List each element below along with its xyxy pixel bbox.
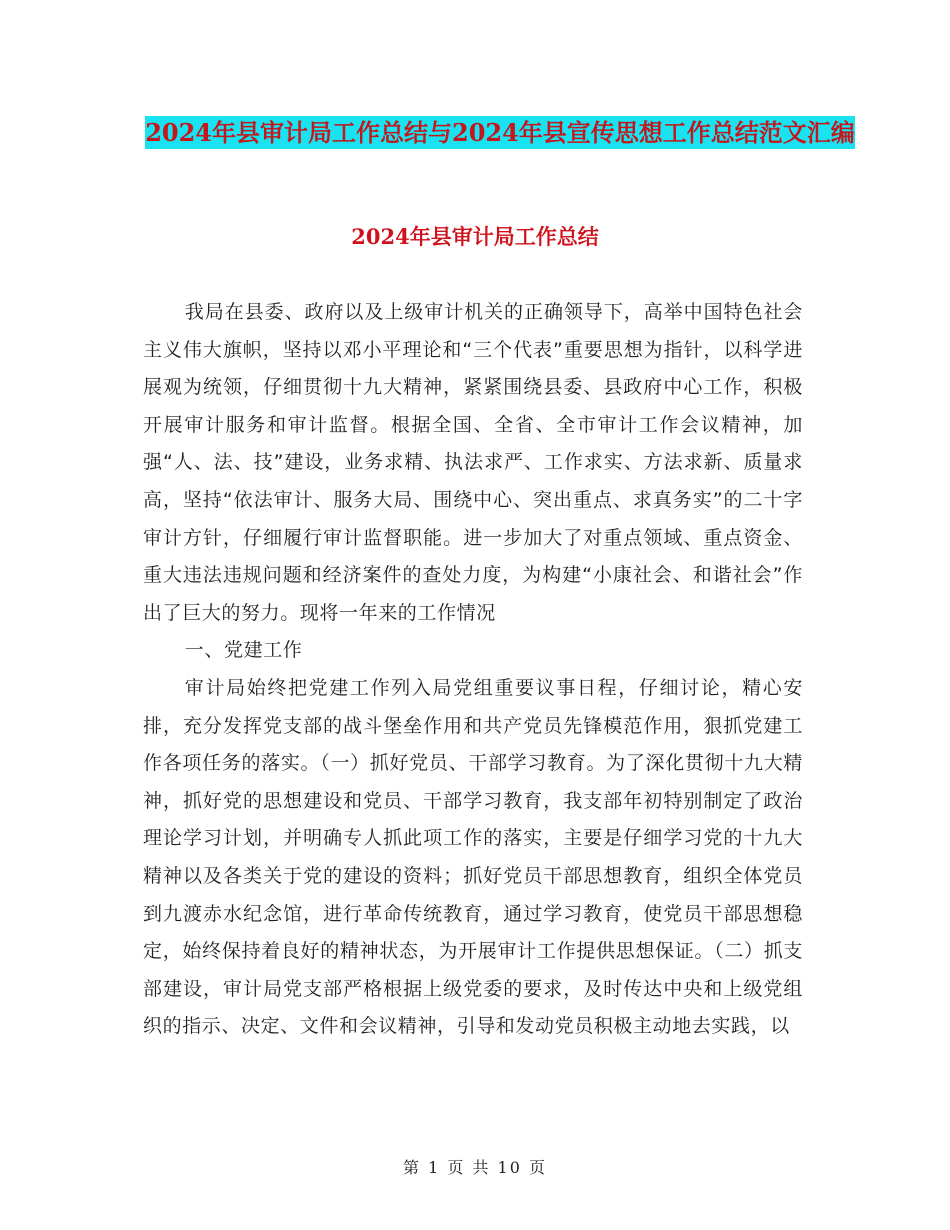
section-title: 2024年县审计局工作总结 [351,224,599,249]
paragraph-intro: 我局在县委、政府以及上级审计机关的正确领导下，高举中国特色社会主义伟大旗帜，坚持以邓小平理论和“三个代表”重要思想为指针，以科学进展观为统领，仔细贯彻十九大精神，紧紧围绕县委、县政府中心工作，积极开展审计服务和审计监督。根据全国、全省、全市审计工作会议精神，加强“人、法、技”建设，业务求精、执法求严、工作求实、方法求新、质量求高，坚持“依法审计、服务大局、围绕中心、突出重点、求真务实”的二十字审计方针，仔细履行审计监督职能。进一步加大了对重点领域、重点资金、重大违法违规问题和经济案件的查处力度，为构建“小康社会、和谐社会”作出了巨大的努力。现将一年来的工作情况 [143,301,803,624]
paragraph-party-building: 审计局始终把党建工作列入局党组重要议事日程，仔细讨论，精心安排，充分发挥党支部的战斗堡垒作用和共产党员先锋模范作用，狠抓党建工作各项任务的落实。（一）抓好党员、干部学习教育。为了深化贯彻十九大精神，抓好党的思想建设和党员、干部学习教育，我支部年初特别制定了政治理论学习计划，并明确专人抓此项工作的落实，主要是仔细学习党的十九大精神以及各类关于党的建设的资料；抓好党员干部思想教育，组织全体党员到九渡赤水纪念馆，进行革命传统教育，通过学习教育，使党员干部思想稳定，始终保持着良好的精神状态，为开展审计工作提供思想保证。（二）抓支部建设，审计局党支部严格根据上级党委的要求，及时传达中央和上级党组织的指示、决定、文件和会议精神，引导和发动党员积极主动地去实践，以 [143,676,803,1038]
document-body [143,294,803,1046]
document-title [120,108,880,158]
page-footer: 第 1 页 共 10 页 [403,1158,547,1177]
heading-party-building: 一、党建工作 [184,639,303,662]
document-title-highlight: 2024年县审计局工作总结与2024年县宣传思想工作总结范文汇编 [145,118,855,147]
